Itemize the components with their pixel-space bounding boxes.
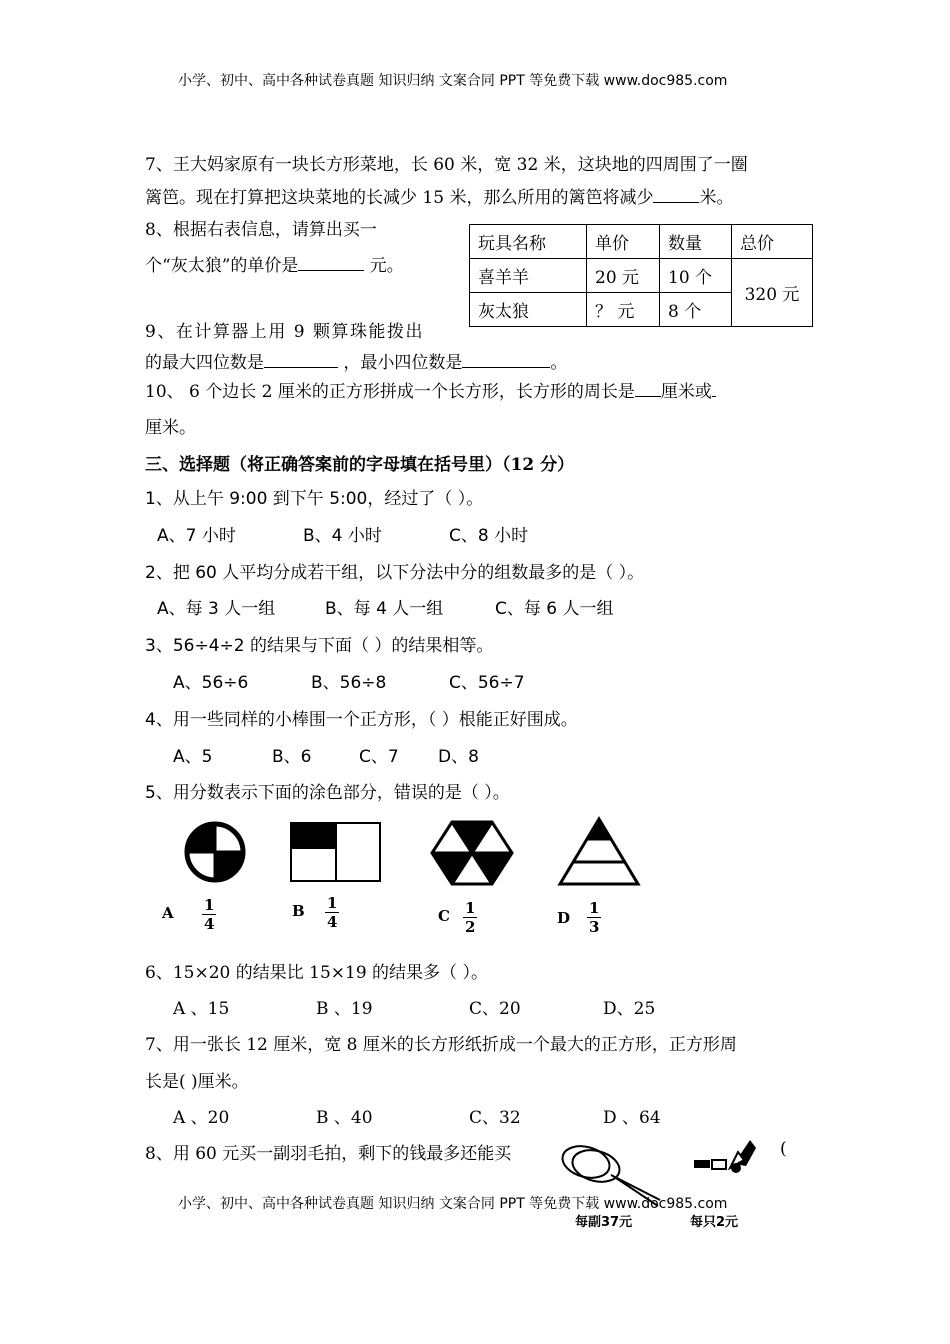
figure-d-fraction bbox=[587, 899, 601, 936]
fill-q8-unit: 元。 bbox=[369, 256, 404, 276]
fill-q9-blank-min[interactable] bbox=[462, 351, 550, 368]
choice-q4-option-b[interactable]: B、6 bbox=[272, 747, 312, 767]
fill-q9-line1: 9、在计算器上用 9 颗算珠能拨出 bbox=[145, 322, 424, 342]
choice-q1-option-b[interactable]: B、4 小时 bbox=[303, 526, 382, 546]
fraction-denominator: 3 bbox=[589, 918, 600, 936]
table-header-row bbox=[470, 225, 813, 259]
choice-q2-text: 2、把 60 人平均分成若干组，以下分法中分的组数最多的是（ ）。 bbox=[145, 563, 645, 583]
fill-q7-line2 bbox=[145, 183, 733, 208]
table-cell: 10 个 bbox=[660, 259, 732, 293]
fraction-numerator: 1 bbox=[465, 899, 476, 917]
fraction-numerator: 1 bbox=[204, 896, 215, 914]
fill-q9-end: 。 bbox=[550, 353, 568, 373]
shuttle-price-label: 每只2元 bbox=[690, 1215, 739, 1230]
fill-q8-blank[interactable] bbox=[298, 254, 364, 271]
fraction-figures bbox=[150, 815, 670, 895]
choice-q6-option-c[interactable]: C、20 bbox=[469, 999, 521, 1019]
fill-q7-text: 篱笆。现在打算把这块菜地的长减少 15 米，那么所用的篱笆将减少 bbox=[145, 188, 654, 208]
figure-a-fraction bbox=[202, 896, 216, 933]
fill-q10-blank-2[interactable] bbox=[712, 380, 716, 397]
fraction-denominator: 2 bbox=[465, 918, 476, 936]
choice-q6-option-a[interactable]: A 、15 bbox=[173, 999, 230, 1019]
table-total-cell: 320 元 bbox=[732, 259, 813, 327]
choice-q7-option-c[interactable]: C、32 bbox=[469, 1108, 521, 1128]
fill-q8-line1: 8、根据右表信息，请算出买一 bbox=[145, 220, 377, 240]
table-header-cell: 玩具名称 bbox=[470, 225, 587, 259]
figure-b-fraction bbox=[325, 894, 339, 931]
section3-title: 三、选择题（将正确答案前的字母填在括号里）（12 分） bbox=[145, 455, 575, 475]
choice-q4-option-d[interactable]: D、8 bbox=[438, 747, 479, 767]
choice-q5-text: 5、用分数表示下面的涂色部分，错误的是（ ）。 bbox=[145, 783, 510, 803]
toy-price-table bbox=[469, 224, 813, 327]
fill-q10-text: 10、 6 个边长 2 厘米的正方形拼成一个长方形，长方形的周长是 bbox=[145, 382, 635, 402]
choice-q6-option-b[interactable]: B 、19 bbox=[316, 999, 373, 1019]
table-header-cell: 总价 bbox=[732, 225, 813, 259]
table-cell: 20 元 bbox=[587, 259, 660, 293]
figure-c-fraction bbox=[463, 899, 477, 936]
figure-c-hexagon bbox=[432, 822, 512, 884]
fill-q9-text-max: 的最大四位数是 bbox=[145, 353, 264, 373]
fill-q8-text: 个“灰太狼”的单价是 bbox=[145, 256, 299, 276]
fill-q9-line2 bbox=[145, 348, 567, 373]
figure-b-rectangle bbox=[291, 823, 380, 881]
fill-q7-unit: 米。 bbox=[699, 188, 734, 208]
fill-q10-unit: 厘米或 bbox=[660, 382, 712, 402]
figure-b-letter[interactable]: B bbox=[292, 902, 305, 920]
choice-q4-option-c[interactable]: C、7 bbox=[359, 747, 399, 767]
fill-q10-blank-1[interactable] bbox=[635, 380, 661, 397]
fraction-numerator: 1 bbox=[589, 899, 600, 917]
fill-q8-line2 bbox=[145, 251, 404, 276]
shuttlecock-icon bbox=[690, 1134, 760, 1180]
choice-q3-option-c[interactable]: C、56÷7 bbox=[449, 673, 525, 693]
figure-d-triangle bbox=[560, 819, 638, 884]
choice-q7-option-a[interactable]: A 、20 bbox=[173, 1108, 230, 1128]
choice-q1-text: 1、从上午 9:00 到下午 5:00，经过了（ ）。 bbox=[145, 489, 484, 509]
choice-q7-option-b[interactable]: B 、40 bbox=[316, 1108, 373, 1128]
page-header: 小学、初中、高中各种试卷真题 知识归纳 文案合同 PPT 等免费下载 www.doc985.com bbox=[178, 73, 728, 89]
choice-q2-option-a[interactable]: A、每 3 人一组 bbox=[157, 599, 276, 619]
table-header-cell: 单价 bbox=[587, 225, 660, 259]
fill-q9-text-min: ，最小四位数是 bbox=[343, 353, 463, 373]
choice-q1-option-a[interactable]: A、7 小时 bbox=[157, 526, 236, 546]
choice-q7-line1: 7、用一张长 12 厘米，宽 8 厘米的长方形纸折成一个最大的正方形，正方形周 bbox=[145, 1035, 737, 1055]
choice-q1-option-c[interactable]: C、8 小时 bbox=[449, 526, 529, 546]
fraction-denominator: 4 bbox=[327, 913, 338, 931]
table-cell: 8 个 bbox=[660, 293, 732, 327]
choice-q2-option-b[interactable]: B、每 4 人一组 bbox=[325, 599, 444, 619]
choice-q3-option-b[interactable]: B、56÷8 bbox=[311, 673, 387, 693]
fraction-denominator: 4 bbox=[204, 915, 215, 933]
figure-c-letter[interactable]: C bbox=[438, 907, 450, 925]
choice-q3-text: 3、56÷4÷2 的结果与下面（ ）的结果相等。 bbox=[145, 636, 494, 656]
page-footer: 小学、初中、高中各种试卷真题 知识归纳 文案合同 PPT 等免费下载 www.doc985.com bbox=[178, 1196, 728, 1212]
table-row bbox=[470, 259, 813, 293]
choice-q6-option-d[interactable]: D、25 bbox=[603, 999, 656, 1019]
fill-q7-blank[interactable] bbox=[653, 186, 699, 203]
fill-q9-blank-max[interactable] bbox=[264, 351, 338, 368]
choice-q8-paren: ( bbox=[780, 1139, 787, 1159]
choice-q7-option-d[interactable]: D 、64 bbox=[603, 1108, 661, 1128]
figure-a-letter[interactable]: A bbox=[162, 904, 174, 922]
figure-d-letter[interactable]: D bbox=[557, 909, 571, 927]
choice-q2-option-c[interactable]: C、每 6 人一组 bbox=[495, 599, 614, 619]
choice-q4-option-a[interactable]: A、5 bbox=[173, 747, 213, 767]
figure-a-circle bbox=[187, 824, 243, 880]
table-header-cell: 数量 bbox=[660, 225, 732, 259]
choice-q4-text: 4、用一些同样的小棒围一个正方形，（ ）根能正好围成。 bbox=[145, 710, 578, 730]
fill-q10-line2: 厘米。 bbox=[145, 418, 196, 438]
table-cell: 喜羊羊 bbox=[470, 259, 587, 293]
choice-q7-line2: 长是( )厘米。 bbox=[145, 1072, 249, 1092]
choice-q3-option-a[interactable]: A、56÷6 bbox=[173, 673, 249, 693]
fill-q7-line1: 7、王大妈家原有一块长方形菜地，长 60 米，宽 32 米，这块地的四周围了一圈 bbox=[145, 155, 748, 175]
choice-q6-text: 6、15×20 的结果比 15×19 的结果多（ ）。 bbox=[145, 963, 488, 983]
choice-q8-text: 8、用 60 元买一副羽毛拍，剩下的钱最多还能买 bbox=[145, 1144, 512, 1164]
fraction-numerator: 1 bbox=[327, 894, 338, 912]
table-cell: 灰太狼 bbox=[470, 293, 587, 327]
racket-price-label: 每副37元 bbox=[575, 1215, 633, 1230]
table-cell: ？ 元 bbox=[587, 293, 660, 327]
fill-q10-line1 bbox=[145, 377, 716, 402]
